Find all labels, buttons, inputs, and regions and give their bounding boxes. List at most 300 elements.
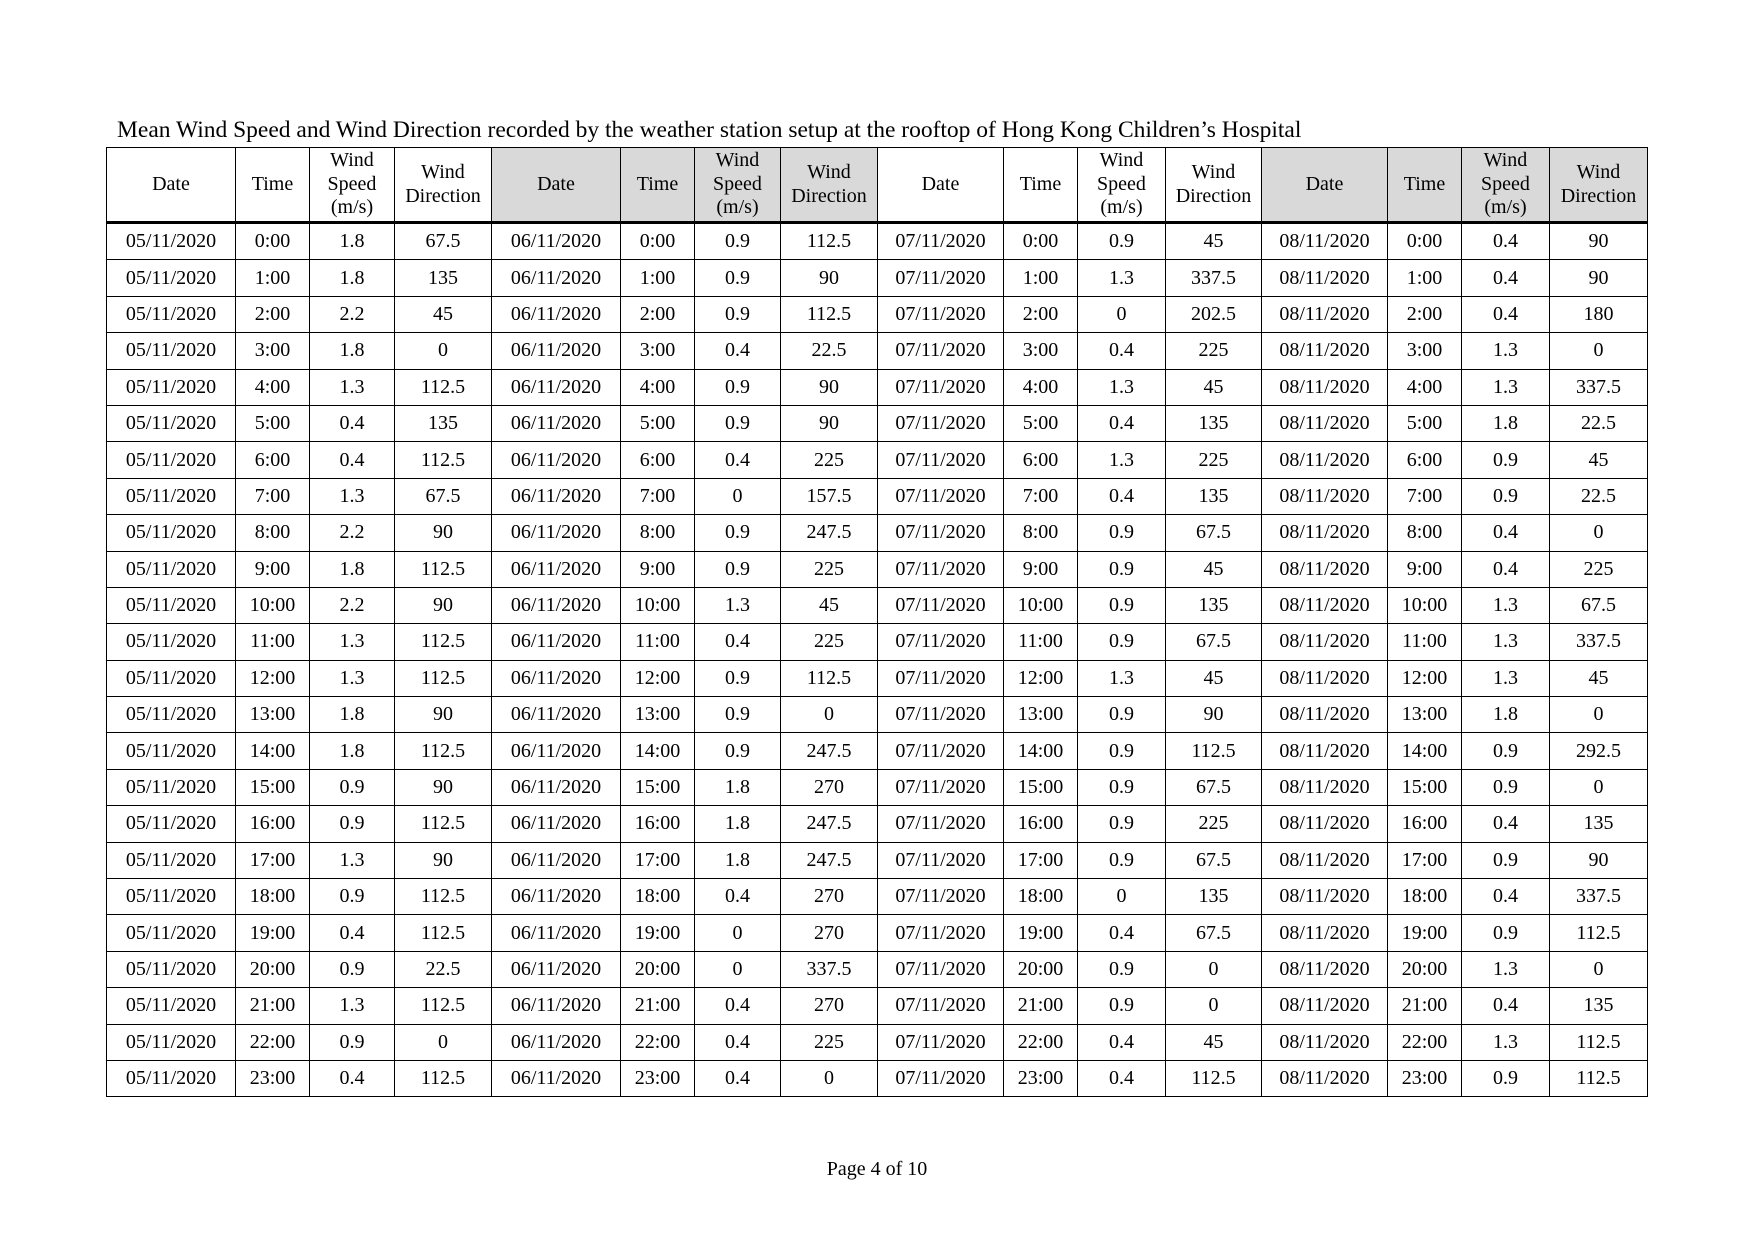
wind-direction-cell: 225: [781, 1024, 878, 1060]
date-cell: 07/11/2020: [878, 515, 1004, 551]
wind-speed-cell: 1.8: [310, 697, 395, 733]
date-cell: 08/11/2020: [1262, 806, 1388, 842]
time-cell: 12:00: [621, 660, 695, 696]
date-cell: 05/11/2020: [107, 879, 236, 915]
wind-direction-cell: 247.5: [781, 733, 878, 769]
date-cell: 08/11/2020: [1262, 660, 1388, 696]
header-time: Time: [1388, 148, 1462, 223]
date-cell: 08/11/2020: [1262, 1024, 1388, 1060]
wind-speed-cell: 0.4: [1462, 806, 1550, 842]
time-cell: 6:00: [1388, 442, 1462, 478]
wind-speed-cell: 0.9: [695, 697, 781, 733]
time-cell: 9:00: [236, 551, 310, 587]
wind-direction-cell: 0: [1550, 333, 1648, 369]
wind-direction-cell: 247.5: [781, 515, 878, 551]
table-row: [107, 223, 1648, 260]
time-cell: 22:00: [236, 1024, 310, 1060]
date-cell: 05/11/2020: [107, 296, 236, 332]
time-cell: 23:00: [1004, 1060, 1078, 1096]
table-row: [107, 587, 1648, 623]
time-cell: 23:00: [236, 1060, 310, 1096]
wind-speed-cell: 0.4: [1078, 333, 1166, 369]
time-cell: 15:00: [621, 769, 695, 805]
date-cell: 05/11/2020: [107, 842, 236, 878]
wind-direction-cell: 112.5: [395, 1060, 492, 1096]
wind-speed-cell: 1.8: [310, 223, 395, 260]
time-cell: 2:00: [1388, 296, 1462, 332]
date-cell: 06/11/2020: [492, 879, 621, 915]
date-cell: 05/11/2020: [107, 733, 236, 769]
wind-speed-cell: 1.3: [1462, 587, 1550, 623]
date-cell: 07/11/2020: [878, 296, 1004, 332]
date-cell: 08/11/2020: [1262, 879, 1388, 915]
time-cell: 4:00: [1388, 369, 1462, 405]
time-cell: 17:00: [621, 842, 695, 878]
date-cell: 08/11/2020: [1262, 697, 1388, 733]
wind-speed-cell: 0.9: [310, 879, 395, 915]
table-row: [107, 988, 1648, 1024]
time-cell: 16:00: [236, 806, 310, 842]
date-cell: 07/11/2020: [878, 624, 1004, 660]
time-cell: 14:00: [621, 733, 695, 769]
wind-speed-cell: 1.8: [695, 806, 781, 842]
wind-direction-cell: 0: [1166, 988, 1262, 1024]
date-cell: 05/11/2020: [107, 333, 236, 369]
time-cell: 23:00: [621, 1060, 695, 1096]
time-cell: 17:00: [236, 842, 310, 878]
date-cell: 06/11/2020: [492, 223, 621, 260]
date-cell: 08/11/2020: [1262, 951, 1388, 987]
date-cell: 06/11/2020: [492, 551, 621, 587]
date-cell: 08/11/2020: [1262, 551, 1388, 587]
wind-speed-cell: 0.4: [1078, 1060, 1166, 1096]
wind-speed-cell: 1.3: [1078, 369, 1166, 405]
date-cell: 07/11/2020: [878, 733, 1004, 769]
date-cell: 06/11/2020: [492, 988, 621, 1024]
header-time: Time: [236, 148, 310, 223]
time-cell: 20:00: [1004, 951, 1078, 987]
time-cell: 1:00: [621, 260, 695, 296]
wind-speed-cell: 0.4: [695, 1024, 781, 1060]
wind-direction-cell: 247.5: [781, 806, 878, 842]
wind-direction-cell: 90: [1550, 223, 1648, 260]
table-row: [107, 551, 1648, 587]
date-cell: 07/11/2020: [878, 1024, 1004, 1060]
wind-speed-cell: 0.9: [1078, 806, 1166, 842]
wind-direction-cell: 0: [781, 1060, 878, 1096]
table-row: [107, 660, 1648, 696]
wind-speed-cell: 0.9: [310, 1024, 395, 1060]
wind-speed-cell: 0: [695, 478, 781, 514]
wind-direction-cell: 0: [781, 697, 878, 733]
wind-direction-cell: 90: [1166, 697, 1262, 733]
wind-direction-cell: 112.5: [395, 733, 492, 769]
header-row: [107, 148, 1648, 223]
wind-direction-cell: 135: [1166, 405, 1262, 441]
time-cell: 10:00: [236, 587, 310, 623]
wind-direction-cell: 112.5: [781, 223, 878, 260]
time-cell: 22:00: [1388, 1024, 1462, 1060]
wind-direction-cell: 45: [1166, 369, 1262, 405]
date-cell: 07/11/2020: [878, 988, 1004, 1024]
date-cell: 06/11/2020: [492, 369, 621, 405]
time-cell: 18:00: [621, 879, 695, 915]
wind-speed-cell: 1.3: [310, 478, 395, 514]
date-cell: 08/11/2020: [1262, 296, 1388, 332]
time-cell: 14:00: [1388, 733, 1462, 769]
header-wind-direction: Wind Direction: [395, 148, 492, 223]
table-row: [107, 333, 1648, 369]
wind-speed-cell: 0.4: [1462, 551, 1550, 587]
time-cell: 18:00: [1388, 879, 1462, 915]
date-cell: 07/11/2020: [878, 223, 1004, 260]
date-cell: 05/11/2020: [107, 660, 236, 696]
date-cell: 06/11/2020: [492, 405, 621, 441]
table-row: [107, 442, 1648, 478]
wind-direction-cell: 0: [1166, 951, 1262, 987]
time-cell: 20:00: [621, 951, 695, 987]
date-cell: 08/11/2020: [1262, 587, 1388, 623]
table-row: [107, 806, 1648, 842]
wind-speed-cell: 0.9: [310, 951, 395, 987]
wind-direction-cell: 90: [395, 769, 492, 805]
date-cell: 07/11/2020: [878, 769, 1004, 805]
time-cell: 10:00: [621, 587, 695, 623]
wind-direction-cell: 135: [1550, 806, 1648, 842]
wind-speed-cell: 0.4: [695, 988, 781, 1024]
wind-direction-cell: 337.5: [1550, 369, 1648, 405]
wind-speed-cell: 1.3: [1462, 1024, 1550, 1060]
date-cell: 06/11/2020: [492, 624, 621, 660]
wind-direction-cell: 225: [781, 551, 878, 587]
time-cell: 3:00: [236, 333, 310, 369]
wind-speed-cell: 0.4: [1462, 988, 1550, 1024]
wind-speed-cell: 1.3: [695, 587, 781, 623]
time-cell: 17:00: [1004, 842, 1078, 878]
date-cell: 05/11/2020: [107, 515, 236, 551]
wind-direction-cell: 45: [1166, 1024, 1262, 1060]
wind-speed-cell: 0.4: [1462, 223, 1550, 260]
table-row: [107, 915, 1648, 951]
wind-direction-cell: 90: [1550, 842, 1648, 878]
date-cell: 05/11/2020: [107, 951, 236, 987]
header-wind-direction: Wind Direction: [1550, 148, 1648, 223]
wind-direction-cell: 337.5: [1166, 260, 1262, 296]
table-row: [107, 515, 1648, 551]
time-cell: 8:00: [1004, 515, 1078, 551]
time-cell: 1:00: [1004, 260, 1078, 296]
date-cell: 06/11/2020: [492, 587, 621, 623]
wind-direction-cell: 202.5: [1166, 296, 1262, 332]
date-cell: 05/11/2020: [107, 769, 236, 805]
time-cell: 11:00: [1388, 624, 1462, 660]
wind-speed-cell: 1.8: [695, 769, 781, 805]
date-cell: 05/11/2020: [107, 697, 236, 733]
wind-speed-cell: 0.9: [1078, 587, 1166, 623]
time-cell: 12:00: [1388, 660, 1462, 696]
date-cell: 05/11/2020: [107, 1060, 236, 1096]
wind-direction-cell: 270: [781, 769, 878, 805]
date-cell: 07/11/2020: [878, 369, 1004, 405]
wind-speed-cell: 0.9: [695, 296, 781, 332]
time-cell: 3:00: [621, 333, 695, 369]
wind-direction-cell: 90: [395, 587, 492, 623]
date-cell: 08/11/2020: [1262, 515, 1388, 551]
wind-speed-cell: 0.9: [1078, 842, 1166, 878]
time-cell: 6:00: [236, 442, 310, 478]
wind-speed-cell: 0.9: [695, 369, 781, 405]
date-cell: 06/11/2020: [492, 442, 621, 478]
wind-speed-cell: 1.3: [1462, 660, 1550, 696]
time-cell: 5:00: [621, 405, 695, 441]
wind-speed-cell: 0.9: [695, 660, 781, 696]
wind-speed-cell: 0.4: [310, 915, 395, 951]
table-caption: Mean Wind Speed and Wind Direction recorded by the weather station setup at the rooftop of Hong Kong Children’s Hospital: [117, 117, 1302, 143]
wind-speed-cell: 1.3: [1078, 442, 1166, 478]
wind-speed-cell: 1.3: [1462, 333, 1550, 369]
wind-direction-cell: 112.5: [1550, 1060, 1648, 1096]
time-cell: 7:00: [1004, 478, 1078, 514]
wind-direction-cell: 112.5: [1166, 1060, 1262, 1096]
time-cell: 19:00: [1388, 915, 1462, 951]
wind-direction-cell: 22.5: [1550, 478, 1648, 514]
date-cell: 05/11/2020: [107, 806, 236, 842]
date-cell: 06/11/2020: [492, 915, 621, 951]
time-cell: 19:00: [236, 915, 310, 951]
wind-direction-cell: 90: [781, 405, 878, 441]
wind-speed-cell: 0.9: [1078, 951, 1166, 987]
date-cell: 07/11/2020: [878, 333, 1004, 369]
wind-direction-cell: 225: [781, 624, 878, 660]
wind-speed-cell: 0.9: [695, 733, 781, 769]
wind-direction-cell: 270: [781, 988, 878, 1024]
date-cell: 05/11/2020: [107, 988, 236, 1024]
time-cell: 21:00: [236, 988, 310, 1024]
wind-direction-cell: 337.5: [1550, 624, 1648, 660]
wind-speed-cell: 0.4: [695, 442, 781, 478]
table-row: [107, 369, 1648, 405]
time-cell: 11:00: [236, 624, 310, 660]
time-cell: 1:00: [1388, 260, 1462, 296]
time-cell: 2:00: [236, 296, 310, 332]
wind-direction-cell: 135: [1166, 879, 1262, 915]
wind-speed-cell: 0.4: [695, 879, 781, 915]
date-cell: 05/11/2020: [107, 587, 236, 623]
wind-speed-cell: 0.9: [1078, 624, 1166, 660]
wind-direction-cell: 337.5: [781, 951, 878, 987]
header-time: Time: [621, 148, 695, 223]
date-cell: 07/11/2020: [878, 806, 1004, 842]
date-cell: 06/11/2020: [492, 733, 621, 769]
wind-direction-cell: 157.5: [781, 478, 878, 514]
wind-speed-cell: 2.2: [310, 296, 395, 332]
time-cell: 15:00: [1388, 769, 1462, 805]
date-cell: 07/11/2020: [878, 478, 1004, 514]
time-cell: 12:00: [236, 660, 310, 696]
wind-speed-cell: 0.9: [310, 769, 395, 805]
wind-direction-cell: 135: [395, 260, 492, 296]
date-cell: 08/11/2020: [1262, 842, 1388, 878]
wind-speed-cell: 1.3: [1078, 260, 1166, 296]
table-row: [107, 624, 1648, 660]
table-row: [107, 1024, 1648, 1060]
time-cell: 13:00: [621, 697, 695, 733]
date-cell: 08/11/2020: [1262, 260, 1388, 296]
time-cell: 5:00: [1004, 405, 1078, 441]
date-cell: 07/11/2020: [878, 697, 1004, 733]
time-cell: 22:00: [1004, 1024, 1078, 1060]
wind-direction-cell: 135: [1550, 988, 1648, 1024]
header-wind-speed: Wind Speed (m/s): [310, 148, 395, 223]
wind-speed-cell: 0.4: [695, 624, 781, 660]
time-cell: 21:00: [1388, 988, 1462, 1024]
table-row: [107, 733, 1648, 769]
time-cell: 5:00: [236, 405, 310, 441]
wind-direction-cell: 67.5: [1166, 769, 1262, 805]
wind-speed-cell: 0.9: [695, 551, 781, 587]
time-cell: 15:00: [1004, 769, 1078, 805]
time-cell: 18:00: [1004, 879, 1078, 915]
date-cell: 06/11/2020: [492, 842, 621, 878]
wind-direction-cell: 0: [395, 1024, 492, 1060]
wind-speed-cell: 0.9: [1078, 769, 1166, 805]
date-cell: 05/11/2020: [107, 405, 236, 441]
table-row: [107, 879, 1648, 915]
wind-speed-cell: 1.3: [310, 988, 395, 1024]
wind-speed-cell: 0.4: [1078, 405, 1166, 441]
wind-speed-cell: 0.4: [1078, 915, 1166, 951]
wind-speed-cell: 1.8: [310, 333, 395, 369]
header-date: Date: [1262, 148, 1388, 223]
date-cell: 06/11/2020: [492, 1024, 621, 1060]
wind-speed-cell: 1.8: [310, 733, 395, 769]
time-cell: 17:00: [1388, 842, 1462, 878]
table-row: [107, 1060, 1648, 1096]
time-cell: 2:00: [1004, 296, 1078, 332]
time-cell: 1:00: [236, 260, 310, 296]
wind-speed-cell: 0.9: [1462, 842, 1550, 878]
wind-direction-cell: 112.5: [1166, 733, 1262, 769]
wind-direction-cell: 337.5: [1550, 879, 1648, 915]
date-cell: 06/11/2020: [492, 1060, 621, 1096]
header-wind-speed: Wind Speed (m/s): [1078, 148, 1166, 223]
wind-speed-cell: 1.8: [310, 551, 395, 587]
table-row: [107, 842, 1648, 878]
time-cell: 8:00: [1388, 515, 1462, 551]
wind-speed-cell: 1.3: [1078, 660, 1166, 696]
wind-direction-cell: 270: [781, 879, 878, 915]
time-cell: 11:00: [1004, 624, 1078, 660]
time-cell: 15:00: [236, 769, 310, 805]
wind-direction-cell: 112.5: [395, 915, 492, 951]
date-cell: 05/11/2020: [107, 478, 236, 514]
wind-speed-cell: 1.8: [310, 260, 395, 296]
time-cell: 0:00: [621, 223, 695, 260]
date-cell: 08/11/2020: [1262, 223, 1388, 260]
time-cell: 21:00: [621, 988, 695, 1024]
date-cell: 06/11/2020: [492, 515, 621, 551]
wind-direction-cell: 112.5: [395, 879, 492, 915]
wind-speed-cell: 1.3: [1462, 951, 1550, 987]
wind-direction-cell: 45: [781, 587, 878, 623]
time-cell: 7:00: [1388, 478, 1462, 514]
table-row: [107, 296, 1648, 332]
wind-speed-cell: 0: [1078, 879, 1166, 915]
wind-speed-cell: 0.4: [310, 1060, 395, 1096]
wind-speed-cell: 0.4: [310, 405, 395, 441]
wind-speed-cell: 0.9: [695, 515, 781, 551]
wind-speed-cell: 0.9: [1462, 915, 1550, 951]
wind-direction-cell: 22.5: [1550, 405, 1648, 441]
wind-direction-cell: 0: [1550, 697, 1648, 733]
wind-direction-cell: 0: [395, 333, 492, 369]
time-cell: 10:00: [1004, 587, 1078, 623]
wind-speed-cell: 0.9: [1078, 733, 1166, 769]
wind-direction-cell: 0: [1550, 515, 1648, 551]
wind-speed-cell: 2.2: [310, 515, 395, 551]
date-cell: 05/11/2020: [107, 624, 236, 660]
time-cell: 22:00: [621, 1024, 695, 1060]
time-cell: 0:00: [1004, 223, 1078, 260]
wind-direction-cell: 225: [781, 442, 878, 478]
date-cell: 08/11/2020: [1262, 442, 1388, 478]
date-cell: 07/11/2020: [878, 405, 1004, 441]
date-cell: 07/11/2020: [878, 442, 1004, 478]
date-cell: 08/11/2020: [1262, 333, 1388, 369]
time-cell: 5:00: [1388, 405, 1462, 441]
date-cell: 07/11/2020: [878, 660, 1004, 696]
table-body: [107, 223, 1648, 1097]
wind-speed-cell: 0.9: [1078, 551, 1166, 587]
wind-speed-cell: 1.8: [1462, 697, 1550, 733]
date-cell: 08/11/2020: [1262, 405, 1388, 441]
wind-speed-cell: 0.4: [1462, 260, 1550, 296]
table-row: [107, 478, 1648, 514]
time-cell: 6:00: [1004, 442, 1078, 478]
wind-speed-cell: 0.9: [1078, 697, 1166, 733]
date-cell: 05/11/2020: [107, 551, 236, 587]
time-cell: 16:00: [621, 806, 695, 842]
wind-direction-cell: 67.5: [395, 223, 492, 260]
date-cell: 08/11/2020: [1262, 1060, 1388, 1096]
wind-direction-cell: 45: [1550, 660, 1648, 696]
table-row: [107, 769, 1648, 805]
date-cell: 07/11/2020: [878, 587, 1004, 623]
time-cell: 13:00: [1388, 697, 1462, 733]
wind-direction-cell: 45: [1166, 660, 1262, 696]
wind-speed-cell: 1.3: [310, 624, 395, 660]
wind-direction-cell: 270: [781, 915, 878, 951]
wind-direction-cell: 22.5: [781, 333, 878, 369]
header-date: Date: [878, 148, 1004, 223]
wind-direction-cell: 90: [781, 369, 878, 405]
wind-direction-cell: 135: [1166, 587, 1262, 623]
time-cell: 0:00: [1388, 223, 1462, 260]
wind-direction-cell: 292.5: [1550, 733, 1648, 769]
wind-speed-cell: 0.4: [310, 442, 395, 478]
date-cell: 08/11/2020: [1262, 369, 1388, 405]
wind-direction-cell: 67.5: [1166, 515, 1262, 551]
time-cell: 8:00: [236, 515, 310, 551]
wind-speed-cell: 0.9: [310, 806, 395, 842]
time-cell: 0:00: [236, 223, 310, 260]
wind-direction-cell: 180: [1550, 296, 1648, 332]
wind-direction-cell: 135: [395, 405, 492, 441]
time-cell: 16:00: [1004, 806, 1078, 842]
wind-direction-cell: 225: [1166, 442, 1262, 478]
wind-speed-cell: 0.9: [1462, 478, 1550, 514]
wind-speed-cell: 0.4: [695, 333, 781, 369]
